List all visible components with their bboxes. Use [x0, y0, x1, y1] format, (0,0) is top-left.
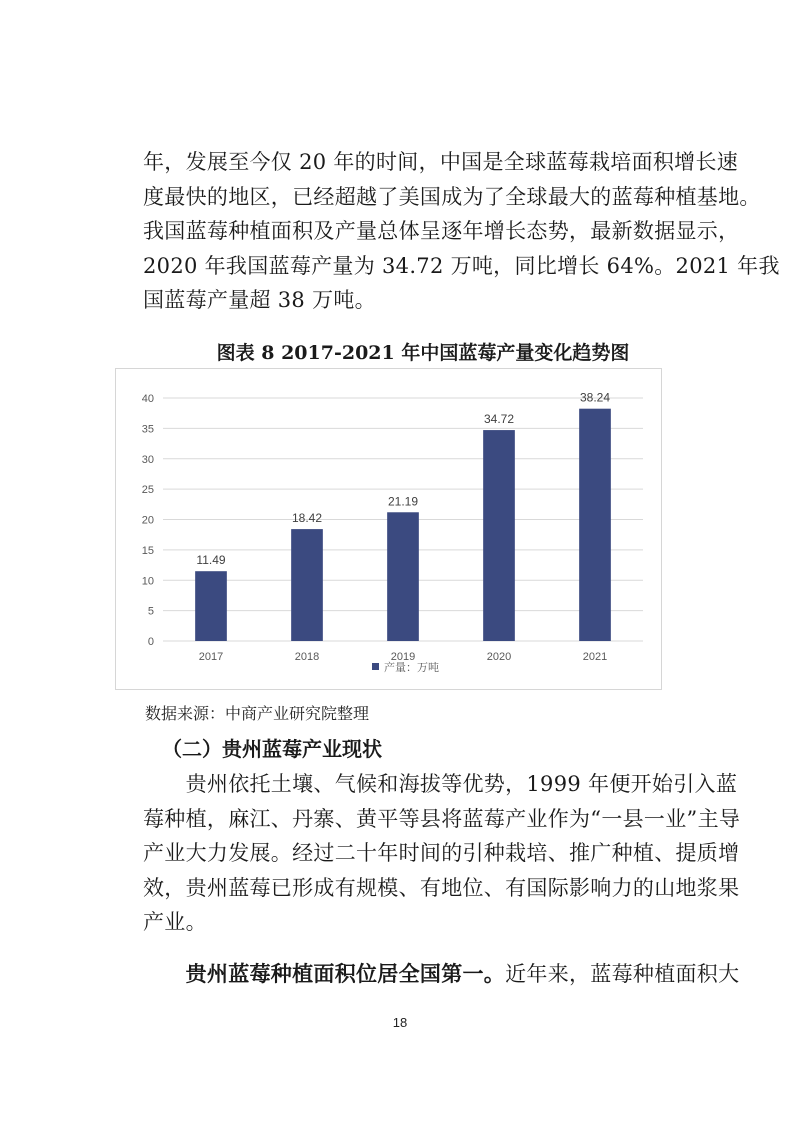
y-tick-label: 20: [141, 514, 154, 527]
x-tick-label: 2021: [582, 651, 608, 663]
paragraph-line: 贵州依托土壤、气候和海拔等优势，1999 年便开始引入蓝: [143, 772, 738, 796]
y-tick-label: 30: [141, 453, 154, 466]
legend-swatch: [372, 663, 379, 670]
y-tick-label: 0: [147, 636, 154, 648]
intro-paragraph: [143, 145, 780, 318]
bar: [483, 430, 515, 641]
data-source-note: 数据来源：中商产业研究院整理: [145, 704, 370, 723]
data-label: 18.42: [291, 511, 323, 526]
bar: [291, 529, 323, 641]
paragraph-line: 我国蓝莓种植面积及产量总体呈逐年增长态势，最新数据显示，: [143, 219, 740, 244]
paragraph-line: 2020 年我国蓝莓产量为 34.72 万吨，同比增长 64%。2021 年我: [143, 253, 780, 278]
y-tick-label: 35: [141, 423, 154, 436]
data-label: 34.72: [483, 412, 515, 427]
paragraph-line: 年，发展至今仅 20 年的时间，中国是全球蓝莓栽培面积增长速: [143, 150, 739, 174]
data-label: 11.49: [196, 553, 226, 568]
x-tick-label: 2018: [294, 651, 320, 663]
y-tick-label: 15: [141, 544, 154, 557]
section-heading: （二）贵州蓝莓产业现状: [162, 737, 382, 761]
page-number: 18: [392, 1015, 408, 1030]
y-tick-label: 25: [141, 484, 154, 497]
x-tick-label: 2017: [198, 651, 224, 663]
y-tick-label: 5: [147, 605, 154, 618]
data-label: 38.24: [579, 390, 611, 405]
paragraph-line: 产业。: [143, 910, 207, 935]
bold-lead-sentence: 贵州蓝莓种植面积位居全国第一。: [185, 961, 506, 986]
paragraph-line: 产业大力发展。经过二十年时间的引种栽培、推广种植、提质增: [143, 841, 740, 866]
planting-area-paragraph: [143, 957, 740, 992]
figure-title: 图表 8 2017-2021 年中国蓝莓产量变化趋势图: [216, 342, 630, 364]
legend-label: 产量：万吨: [384, 662, 439, 674]
y-tick-label: 40: [141, 393, 154, 405]
y-tick-label: 10: [141, 575, 154, 588]
paragraph-line: 效，贵州蓝莓已形成有规模、有地位、有国际影响力的山地浆果: [143, 875, 740, 900]
guizhou-paragraph: [143, 767, 741, 940]
x-tick-label: 2019: [390, 651, 416, 663]
paragraph-line: 莓种植，麻江、丹寨、黄平等县将蓝莓产业作为“一县一业”主导: [143, 806, 741, 831]
lead-continuation: 近年来，蓝莓种植面积大: [505, 962, 740, 986]
chart-canvas: [116, 369, 661, 689]
paragraph-line: 国蓝莓产量超 38 万吨。: [143, 288, 376, 313]
bar: [579, 409, 611, 641]
paragraph-line: 度最快的地区，已经超越了美国成为了全球最大的蓝莓种植基地。: [143, 184, 761, 209]
bar: [195, 571, 227, 641]
data-label: 21.19: [387, 494, 419, 509]
bar-chart: [115, 368, 662, 690]
bar: [387, 512, 419, 641]
x-tick-label: 2020: [486, 651, 512, 663]
